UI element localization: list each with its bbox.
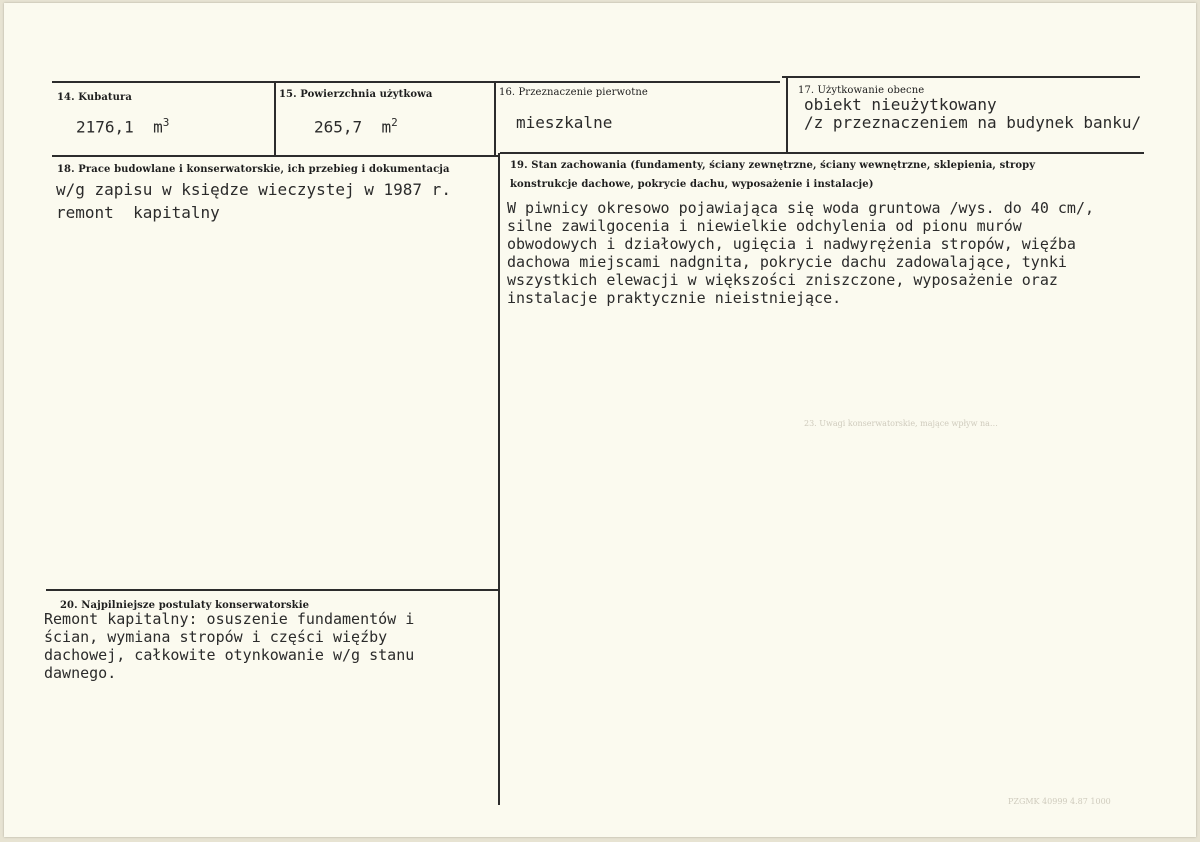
bleed-through-text-1: 23. Uwagi konserwatorskie, mające wpływ na… — [804, 419, 998, 428]
field-20-line-4: dawnego. — [44, 664, 117, 682]
bleed-through-text-2: PZGMK 40999 4.87 1000 — [1008, 797, 1111, 806]
field-19-line-6: instalacje praktycznie nieistniejące. — [507, 289, 842, 307]
field-19-label-line-2: konstrukcje dachowe, pokrycie dachu, wyposażenie i instalacje) — [510, 179, 874, 190]
field-15-number: 265,7 — [314, 117, 363, 137]
rule-top-left — [52, 81, 780, 83]
field-14-number: 2176,1 — [76, 117, 134, 137]
field-19-line-4: dachowa miejscami nadgnita, pokrycie dachu zadowalające, tynki — [507, 253, 1067, 271]
field-17-line-1: obiekt nieużytkowany — [804, 95, 997, 114]
field-19-line-1: W piwnicy okresowo pojawiająca się woda gruntowa /wys. do 40 cm/, — [507, 199, 1094, 217]
field-20-label: 20. Najpilniejsze postulaty konserwatorskie — [60, 600, 310, 611]
field-15-label: 15. Powierzchnia użytkowa — [279, 89, 433, 100]
rule-v-col16 — [494, 81, 496, 155]
record-card — [4, 3, 1196, 837]
rule-v-col17 — [786, 76, 788, 154]
field-14-value — [76, 114, 169, 136]
rule-v-main — [498, 153, 500, 805]
rule-row2-left — [52, 155, 498, 157]
field-20-line-2: ścian, wymiana stropów i części więźby — [44, 628, 388, 646]
rule-top-right — [782, 76, 1140, 78]
field-18-line-1: w/g zapisu w księdze wieczystej w 1987 r. — [56, 180, 451, 199]
field-17-line-2: /z przeznaczeniem na budynek banku/ — [804, 113, 1142, 132]
field-15-unit: m — [381, 117, 392, 137]
rule-v-col15 — [274, 81, 276, 155]
field-19-line-5: wszystkich elewacji w większości zniszczone, wyposażenie oraz — [507, 271, 1058, 289]
field-15-value — [314, 114, 398, 136]
field-19-line-2: silne zawilgocenia i niewielkie odchylenia od pionu murów — [507, 217, 1022, 235]
rule-section20 — [46, 589, 498, 591]
field-16-label: 16. Przeznaczenie pierwotne — [499, 87, 648, 98]
field-19-line-3: obwodowych i działowych, ugięcia i nadwyrężenia stropów, więźba — [507, 235, 1076, 253]
field-20-line-1: Remont kapitalny: osuszenie fundamentów i — [44, 610, 415, 628]
field-14-unit-exp: 3 — [162, 116, 170, 129]
rule-row2-right — [500, 152, 1144, 154]
field-14-unit: m — [153, 117, 163, 137]
field-17-label: 17. Użytkowanie obecne — [798, 85, 925, 96]
field-14-label: 14. Kubatura — [57, 92, 132, 103]
field-19-label-line-1: 19. Stan zachowania (fundamenty, ściany zewnętrzne, ściany wewnętrzne, sklepienia, stropy — [510, 160, 1036, 171]
field-20-line-3: dachowej, całkowite otynkowanie w/g stanu — [44, 646, 415, 664]
field-18-line-2: remont kapitalny — [56, 203, 220, 222]
field-15-unit-exp: 2 — [391, 116, 398, 129]
field-16-value: mieszkalne — [516, 113, 613, 132]
field-18-label: 18. Prace budowlane i konserwatorskie, ich przebieg i dokumentacja — [57, 164, 450, 175]
